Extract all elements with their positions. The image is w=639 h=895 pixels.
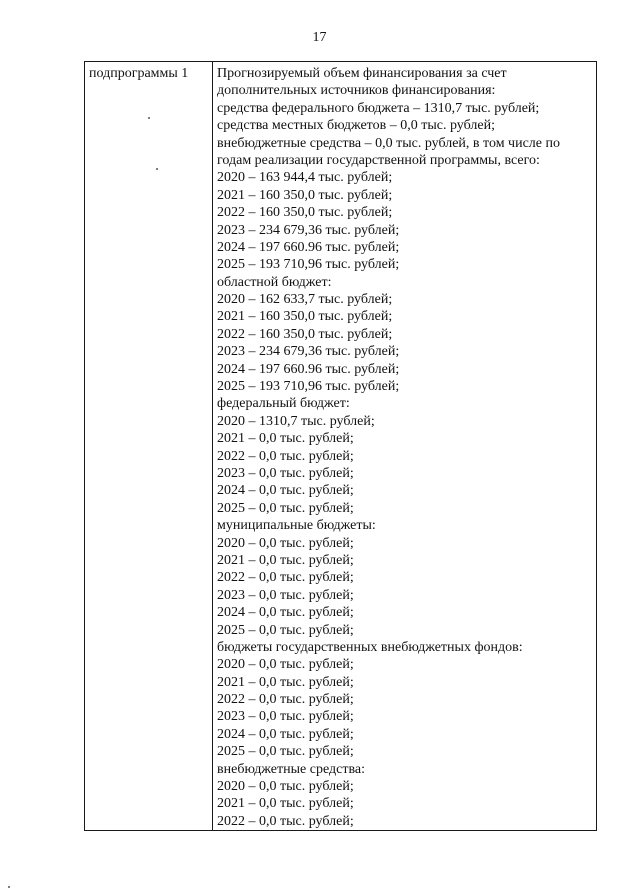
financing-line: дополнительных источников финансирования:: [217, 83, 496, 99]
financing-line: 2022 – 0,0 тыс. рублей;: [217, 570, 354, 586]
subprogram-label-cell: подпрограммы 1: [85, 62, 213, 831]
scan-speck: [156, 168, 158, 170]
financing-line: 2024 – 197 660.96 тыс. рублей;: [217, 239, 400, 255]
financing-line: 2020 – 0,0 тыс. рублей;: [217, 657, 354, 673]
financing-line: 2023 – 234 679,36 тыс. рублей;: [217, 344, 400, 360]
financing-line: внебюджетные средства:: [217, 761, 365, 777]
financing-line: 2025 – 0,0 тыс. рублей;: [217, 744, 354, 760]
page-number: 17: [312, 30, 327, 45]
financing-line: 2024 – 0,0 тыс. рублей;: [217, 726, 354, 742]
financing-line: 2020 – 162 633,7 тыс. рублей;: [217, 292, 393, 308]
financing-line: 2020 – 1310,7 тыс. рублей;: [217, 413, 375, 429]
table-row: [85, 62, 597, 831]
financing-line: годам реализации государственной программы, всего:: [217, 152, 540, 168]
financing-line: 2020 – 0,0 тыс. рублей;: [217, 779, 354, 795]
financing-line: 2020 – 163 944,4 тыс. рублей;: [217, 170, 393, 186]
financing-line: 2022 – 0,0 тыс. рублей;: [217, 813, 354, 829]
financing-line: 2020 – 0,0 тыс. рублей;: [217, 535, 354, 551]
financing-line: муниципальные бюджеты:: [217, 518, 376, 534]
financing-lines: [217, 65, 594, 830]
financing-line: 2021 – 0,0 тыс. рублей;: [217, 431, 354, 447]
financing-line: 2023 – 0,0 тыс. рублей;: [217, 709, 354, 725]
financing-line: бюджеты государственных внебюджетных фондов:: [217, 639, 523, 655]
financing-line: 2021 – 0,0 тыс. рублей;: [217, 674, 354, 690]
financing-line: 2022 – 0,0 тыс. рублей;: [217, 692, 354, 708]
financing-line: 2023 – 234 679,36 тыс. рублей;: [217, 222, 400, 238]
financing-line: 2022 – 160 350,0 тыс. рублей;: [217, 326, 393, 342]
financing-line: 2024 – 0,0 тыс. рублей;: [217, 483, 354, 499]
financing-line: 2024 – 197 660.96 тыс. рублей;: [217, 361, 400, 377]
financing-line: областной бюджет:: [217, 274, 332, 290]
program-financing-table: [84, 61, 597, 831]
financing-line: федеральный бюджет:: [217, 396, 350, 412]
financing-line: 2021 – 160 350,0 тыс. рублей;: [217, 187, 393, 203]
financing-line: 2021 – 0,0 тыс. рублей;: [217, 796, 354, 812]
financing-line: 2025 – 0,0 тыс. рублей;: [217, 622, 354, 638]
scan-speck: [8, 886, 10, 888]
financing-line: 2025 – 193 710,96 тыс. рублей;: [217, 379, 400, 395]
financing-line: средства местных бюджетов – 0,0 тыс. рублей;: [217, 118, 495, 134]
financing-line: 2025 – 0,0 тыс. рублей;: [217, 500, 354, 516]
financing-line: 2021 – 0,0 тыс. рублей;: [217, 552, 354, 568]
financing-line: 2022 – 160 350,0 тыс. рублей;: [217, 205, 393, 221]
financing-line: средства федерального бюджета – 1310,7 тыс. рублей;: [217, 100, 540, 116]
financing-line: 2025 – 193 710,96 тыс. рублей;: [217, 257, 400, 273]
financing-line: внебюджетные средства – 0,0 тыс. рублей, в том числе по: [217, 135, 560, 151]
financing-line: 2023 – 0,0 тыс. рублей;: [217, 465, 354, 481]
financing-details-cell: [213, 62, 597, 831]
financing-line: Прогнозируемый объем финансирования за счет: [217, 66, 507, 81]
financing-line: 2022 – 0,0 тыс. рублей;: [217, 448, 354, 464]
financing-line: 2021 – 160 350,0 тыс. рублей;: [217, 309, 393, 325]
scan-speck: [148, 117, 150, 119]
financing-line: 2023 – 0,0 тыс. рублей;: [217, 587, 354, 603]
financing-line: 2024 – 0,0 тыс. рублей;: [217, 605, 354, 621]
